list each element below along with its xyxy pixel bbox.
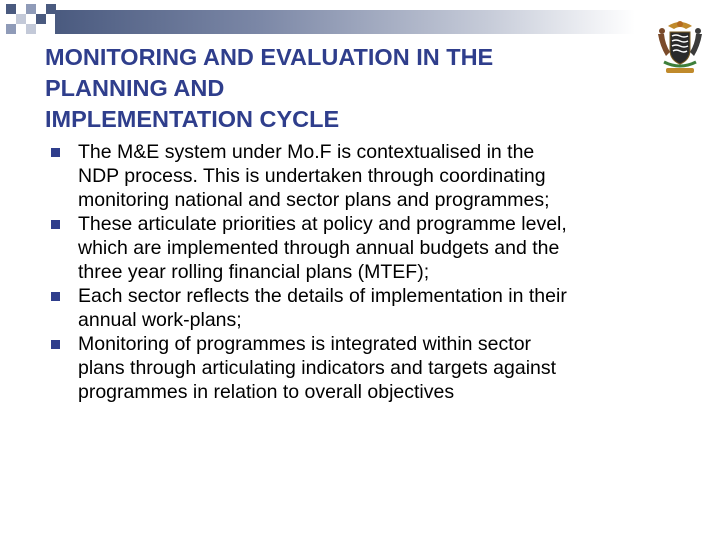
square-bullet-icon bbox=[51, 340, 60, 349]
bullet-text-line: plans through articulating indicators and targets against bbox=[78, 357, 557, 379]
bullet-text-line: which are implemented through annual budgets and the bbox=[78, 237, 560, 259]
corner-checker-decoration bbox=[0, 0, 56, 40]
bullet-item bbox=[48, 284, 698, 332]
square-bullet-icon bbox=[51, 148, 60, 157]
bullet-list bbox=[48, 140, 698, 404]
bullet-item bbox=[48, 140, 698, 212]
square-bullet-icon bbox=[51, 292, 60, 301]
title-line: MONITORING AND EVALUATION IN THE bbox=[45, 44, 494, 70]
bullet-text-line: Monitoring of programmes is integrated within sector bbox=[78, 333, 532, 355]
title-line: IMPLEMENTATION CYCLE bbox=[45, 106, 340, 132]
header-gradient-bar bbox=[55, 10, 635, 34]
bullet-item bbox=[48, 212, 698, 284]
coat-of-arms-emblem bbox=[654, 16, 706, 76]
square-bullet-icon bbox=[51, 220, 60, 229]
slide-title bbox=[45, 42, 605, 135]
bullet-text-line: programmes in relation to overall objectives bbox=[78, 381, 455, 403]
bullet-text-line: NDP process. This is undertaken through coordinating bbox=[78, 165, 546, 187]
bullet-text-line: three year rolling financial plans (MTEF); bbox=[78, 261, 430, 283]
bullet-text-line: monitoring national and sector plans and programmes; bbox=[78, 189, 550, 211]
bullet-text-line: Each sector reflects the details of implementation in their bbox=[78, 285, 567, 307]
title-line: PLANNING AND bbox=[45, 75, 225, 101]
bullet-text-line: annual work-plans; bbox=[78, 309, 242, 331]
bullet-text-line: These articulate priorities at policy and programme level, bbox=[78, 213, 567, 235]
bullet-item bbox=[48, 332, 698, 404]
bullet-text-line: The M&E system under Mo.F is contextualised in the bbox=[78, 141, 535, 163]
